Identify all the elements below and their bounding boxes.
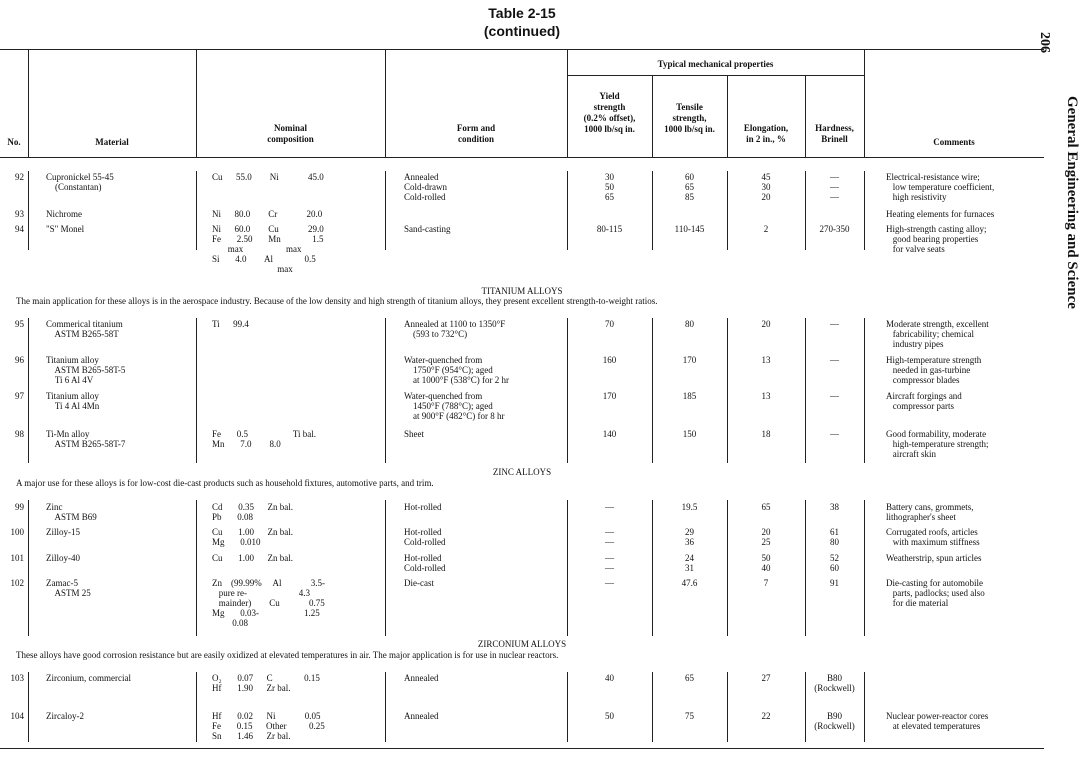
row-elongation: 27 — [761, 673, 771, 683]
body-divider — [805, 171, 806, 250]
body-divider — [28, 318, 29, 463]
group-header: Typical mechanical properties — [657, 59, 774, 69]
body-divider — [28, 500, 29, 636]
row-hardness: 61 80 — [830, 527, 839, 547]
col-material: Material — [95, 137, 129, 147]
row-composition: Cu 1.00 Zn bal. — [212, 553, 293, 563]
row-composition: Cu 1.00 Zn bal. Mg 0.010 — [212, 527, 293, 547]
col-comments: Comments — [933, 137, 975, 147]
row-elongation: 45 30 20 — [761, 172, 771, 202]
row-comments: Electrical-resistance wire; low temperature coefficient, high resistivity — [886, 172, 995, 202]
row-material: Zinc ASTM B69 — [46, 502, 97, 522]
row-hardness: B90 (Rockwell) — [814, 711, 855, 731]
row-yield: 80-115 — [596, 224, 623, 234]
row-no: 94 — [15, 224, 24, 234]
row-composition: Zn (99.99% Al 3.5- pure re- 4.3 mainder) Cu 0.75 Mg 0.03- 1.25 0.08 — [212, 578, 325, 628]
section-title: ZINC ALLOYS — [492, 467, 552, 477]
row-yield: — — [605, 578, 614, 588]
section-title: ZIRCONIUM ALLOYS — [477, 639, 567, 649]
row-no: 92 — [15, 172, 24, 182]
body-divider — [652, 171, 653, 250]
row-comments: Moderate strength, excellent fabricability; chemical industry pipes — [886, 319, 989, 349]
row-material: "S" Monel — [46, 224, 85, 234]
row-tensile: 80 — [685, 319, 694, 329]
row-elongation: 18 — [761, 429, 771, 439]
row-hardness: 52 60 — [830, 553, 839, 573]
col-composition: Nominal composition — [267, 123, 314, 144]
row-tensile: 60 65 85 — [685, 172, 694, 202]
row-yield: — — [605, 502, 614, 512]
row-comments: Weatherstrip, spun articles — [886, 553, 982, 563]
row-no: 99 — [15, 502, 24, 512]
col-elongation: Elongation, in 2 in., % — [743, 123, 789, 144]
row-material: Zamac-5 ASTM 25 — [46, 578, 91, 598]
body-divider — [567, 672, 568, 742]
row-tensile: 47.6 — [681, 578, 698, 588]
body-divider — [652, 500, 653, 636]
body-divider — [727, 318, 728, 463]
row-hardness: B80 (Rockwell) — [814, 673, 855, 693]
table-title: Table 2-15 — [488, 5, 556, 21]
row-comments: Die-casting for automobile parts, padlocks; used also for die material — [886, 578, 985, 608]
row-tensile: 19.5 — [681, 502, 698, 512]
row-yield: 70 — [605, 319, 614, 329]
header-rule — [0, 157, 1044, 158]
row-yield: 160 — [602, 355, 617, 365]
section-note: A major use for these alloys is for low-cost die-cast products such as household fixtures, automotive parts, and trim. — [16, 478, 434, 488]
row-comments: High-temperature strength needed in gas-turbine compressor blades — [886, 355, 982, 385]
section-note: The main application for these alloys is in the aerospace industry. Because of the low density and high strength of titanium alloys, they present excellent strength-to-weight ratios. — [16, 296, 658, 306]
col-hardness: Hardness, Brinell — [815, 123, 854, 144]
row-no: 98 — [15, 429, 24, 439]
top-rule — [0, 49, 1044, 50]
col-no: No. — [7, 137, 21, 147]
row-elongation: 20 25 — [761, 527, 771, 547]
row-hardness: 270-350 — [819, 224, 850, 234]
body-divider — [727, 672, 728, 742]
body-divider — [385, 672, 386, 742]
row-composition: O₂ 0.07 C 0.15 Hf 1.90 Zr bal. — [212, 673, 320, 693]
row-material: Zircaloy-2 — [46, 711, 84, 721]
col-yield: Yield strength (0.2% offset), 1000 lb/sq in. — [583, 91, 636, 134]
row-composition: Cd 0.35 Zn bal. Pb 0.08 — [212, 502, 293, 522]
body-divider — [805, 318, 806, 463]
row-material: Cupronickel 55-45 (Constantan) — [46, 172, 114, 192]
row-material: Zilloy-15 — [46, 527, 80, 537]
row-no: 96 — [15, 355, 24, 365]
row-material: Titanium alloy Ti 4 Al 4Mn — [46, 391, 100, 411]
row-comments: Heating elements for furnaces — [886, 209, 995, 219]
row-tensile: 150 — [682, 429, 697, 439]
body-divider — [652, 318, 653, 463]
body-divider — [805, 500, 806, 636]
row-composition: Hf 0.02 Ni 0.05 Fe 0.15 Other 0.25 Sn 1.46 Zr bal. — [212, 711, 325, 741]
group-rule — [567, 75, 864, 76]
row-yield: — — — [605, 553, 614, 573]
body-divider — [196, 318, 197, 463]
row-hardness: 91 — [830, 578, 839, 588]
section-title: TITANIUM ALLOYS — [481, 286, 563, 296]
row-elongation: 2 — [763, 224, 769, 234]
row-tensile: 29 36 — [685, 527, 694, 547]
body-divider — [727, 500, 728, 636]
row-form: Water-quenched from 1750°F (954°C); aged at 1000°F (538°C) for 2 hr — [404, 355, 509, 385]
body-divider — [196, 500, 197, 636]
body-divider — [864, 171, 865, 250]
row-yield: 50 — [605, 711, 614, 721]
row-tensile: 185 — [682, 391, 697, 401]
row-form: Annealed — [404, 711, 439, 721]
body-divider — [567, 171, 568, 250]
row-no: 101 — [10, 553, 24, 563]
running-head: General Engineering and Science — [1064, 96, 1080, 309]
body-divider — [567, 500, 568, 636]
row-form: Sheet — [404, 429, 424, 439]
row-yield: 30 50 65 — [605, 172, 614, 202]
body-divider — [28, 672, 29, 742]
row-form: Annealed Cold-drawn Cold-rolled — [404, 172, 447, 202]
row-hardness: — — [830, 319, 839, 329]
body-divider — [196, 672, 197, 742]
section-note: These alloys have good corrosion resistance but are easily oxidized at elevated temperatures in air. The major application is for use in nuclear reactors. — [16, 650, 559, 660]
table-subtitle: (continued) — [483, 23, 561, 39]
row-form: Annealed — [404, 673, 439, 683]
row-hardness: — — [830, 429, 839, 439]
row-form: Annealed at 1100 to 1350°F (593 to 732°C) — [404, 319, 506, 339]
row-material: Zirconium, commercial — [46, 673, 131, 683]
row-tensile: 170 — [682, 355, 697, 365]
body-divider — [385, 171, 386, 250]
row-hardness: — — [830, 355, 839, 365]
row-comments: Corrugated roofs, articles with maximum stiffness — [886, 527, 980, 547]
body-divider — [196, 171, 197, 250]
col-tensile: Tensile strength, 1000 lb/sq in. — [664, 102, 715, 134]
row-tensile: 65 — [685, 673, 694, 683]
row-material: Ti-Mn alloy ASTM B265-58T-7 — [46, 429, 126, 449]
row-no: 100 — [10, 527, 24, 537]
row-form: Die-cast — [404, 578, 434, 588]
row-yield: 170 — [602, 391, 617, 401]
row-no: 103 — [10, 673, 24, 683]
row-elongation: 22 — [761, 711, 771, 721]
bottom-rule — [0, 748, 1044, 749]
row-tensile: 75 — [685, 711, 694, 721]
row-comments: Battery cans, grommets, lithographer's sheet — [886, 502, 974, 522]
body-divider — [652, 672, 653, 742]
row-form: Hot-rolled Cold-rolled — [404, 527, 446, 547]
row-form: Water-quenched from 1450°F (788°C); aged at 900°F (482°C) for 8 hr — [404, 391, 505, 421]
row-no: 104 — [10, 711, 24, 721]
row-hardness: — — [830, 391, 839, 401]
body-divider — [385, 318, 386, 463]
row-elongation: 65 — [761, 502, 771, 512]
row-elongation: 50 40 — [761, 553, 771, 573]
row-comments: Aircraft forgings and compressor parts — [886, 391, 962, 411]
row-material: Titanium alloy ASTM B265-58T-5 Ti 6 Al 4V — [46, 355, 126, 385]
row-comments: High-strength casting alloy; good bearing properties for valve seats — [886, 224, 987, 254]
row-yield: — — — [605, 527, 614, 547]
row-material: Nichrome — [46, 209, 82, 219]
body-divider — [864, 672, 865, 742]
row-form: Hot-rolled Cold-rolled — [404, 553, 446, 573]
row-yield: 140 — [602, 429, 617, 439]
row-hardness: 38 — [830, 502, 839, 512]
row-elongation: 13 — [761, 355, 771, 365]
row-no: 95 — [15, 319, 24, 329]
row-comments: Good formability, moderate high-temperature strength; aircraft skin — [886, 429, 989, 459]
page-number: 206 — [1037, 32, 1052, 53]
body-divider — [805, 672, 806, 742]
row-no: 97 — [15, 391, 24, 401]
col-form: Form and condition — [456, 123, 496, 144]
row-hardness: — — — — [830, 172, 839, 202]
row-tensile: 24 31 — [685, 553, 694, 573]
row-no: 93 — [15, 209, 24, 219]
row-elongation: 20 — [761, 319, 771, 329]
row-composition: Cu 55.0 Ni 45.0 — [212, 172, 324, 182]
body-divider — [567, 318, 568, 463]
row-composition: Ti 99.4 — [212, 319, 249, 329]
body-divider — [864, 500, 865, 636]
row-elongation: 13 — [761, 391, 771, 401]
row-composition: Ni 60.0 Cu 29.0 Fe 2.50 Mn 1.5 max max Si 4.0 Al 0.5 max — [212, 224, 324, 274]
row-yield: 40 — [605, 673, 614, 683]
row-composition: Ni 80.0 Cr 20.0 — [212, 209, 323, 219]
body-divider — [385, 500, 386, 636]
row-no: 102 — [10, 578, 24, 588]
row-elongation: 7 — [763, 578, 769, 588]
row-form: Sand-casting — [404, 224, 451, 234]
row-form: Hot-rolled — [404, 502, 442, 512]
body-divider — [864, 318, 865, 463]
body-divider — [727, 171, 728, 250]
row-material: Zilloy-40 — [46, 553, 80, 563]
row-tensile: 110-145 — [674, 224, 705, 234]
body-divider — [28, 171, 29, 250]
row-material: Commerical titanium ASTM B265-58T — [46, 319, 123, 339]
row-comments: Nuclear power-reactor cores at elevated temperatures — [886, 711, 989, 731]
row-composition: Fe 0.5 Ti bal. Mn 7.0 8.0 — [212, 429, 317, 449]
